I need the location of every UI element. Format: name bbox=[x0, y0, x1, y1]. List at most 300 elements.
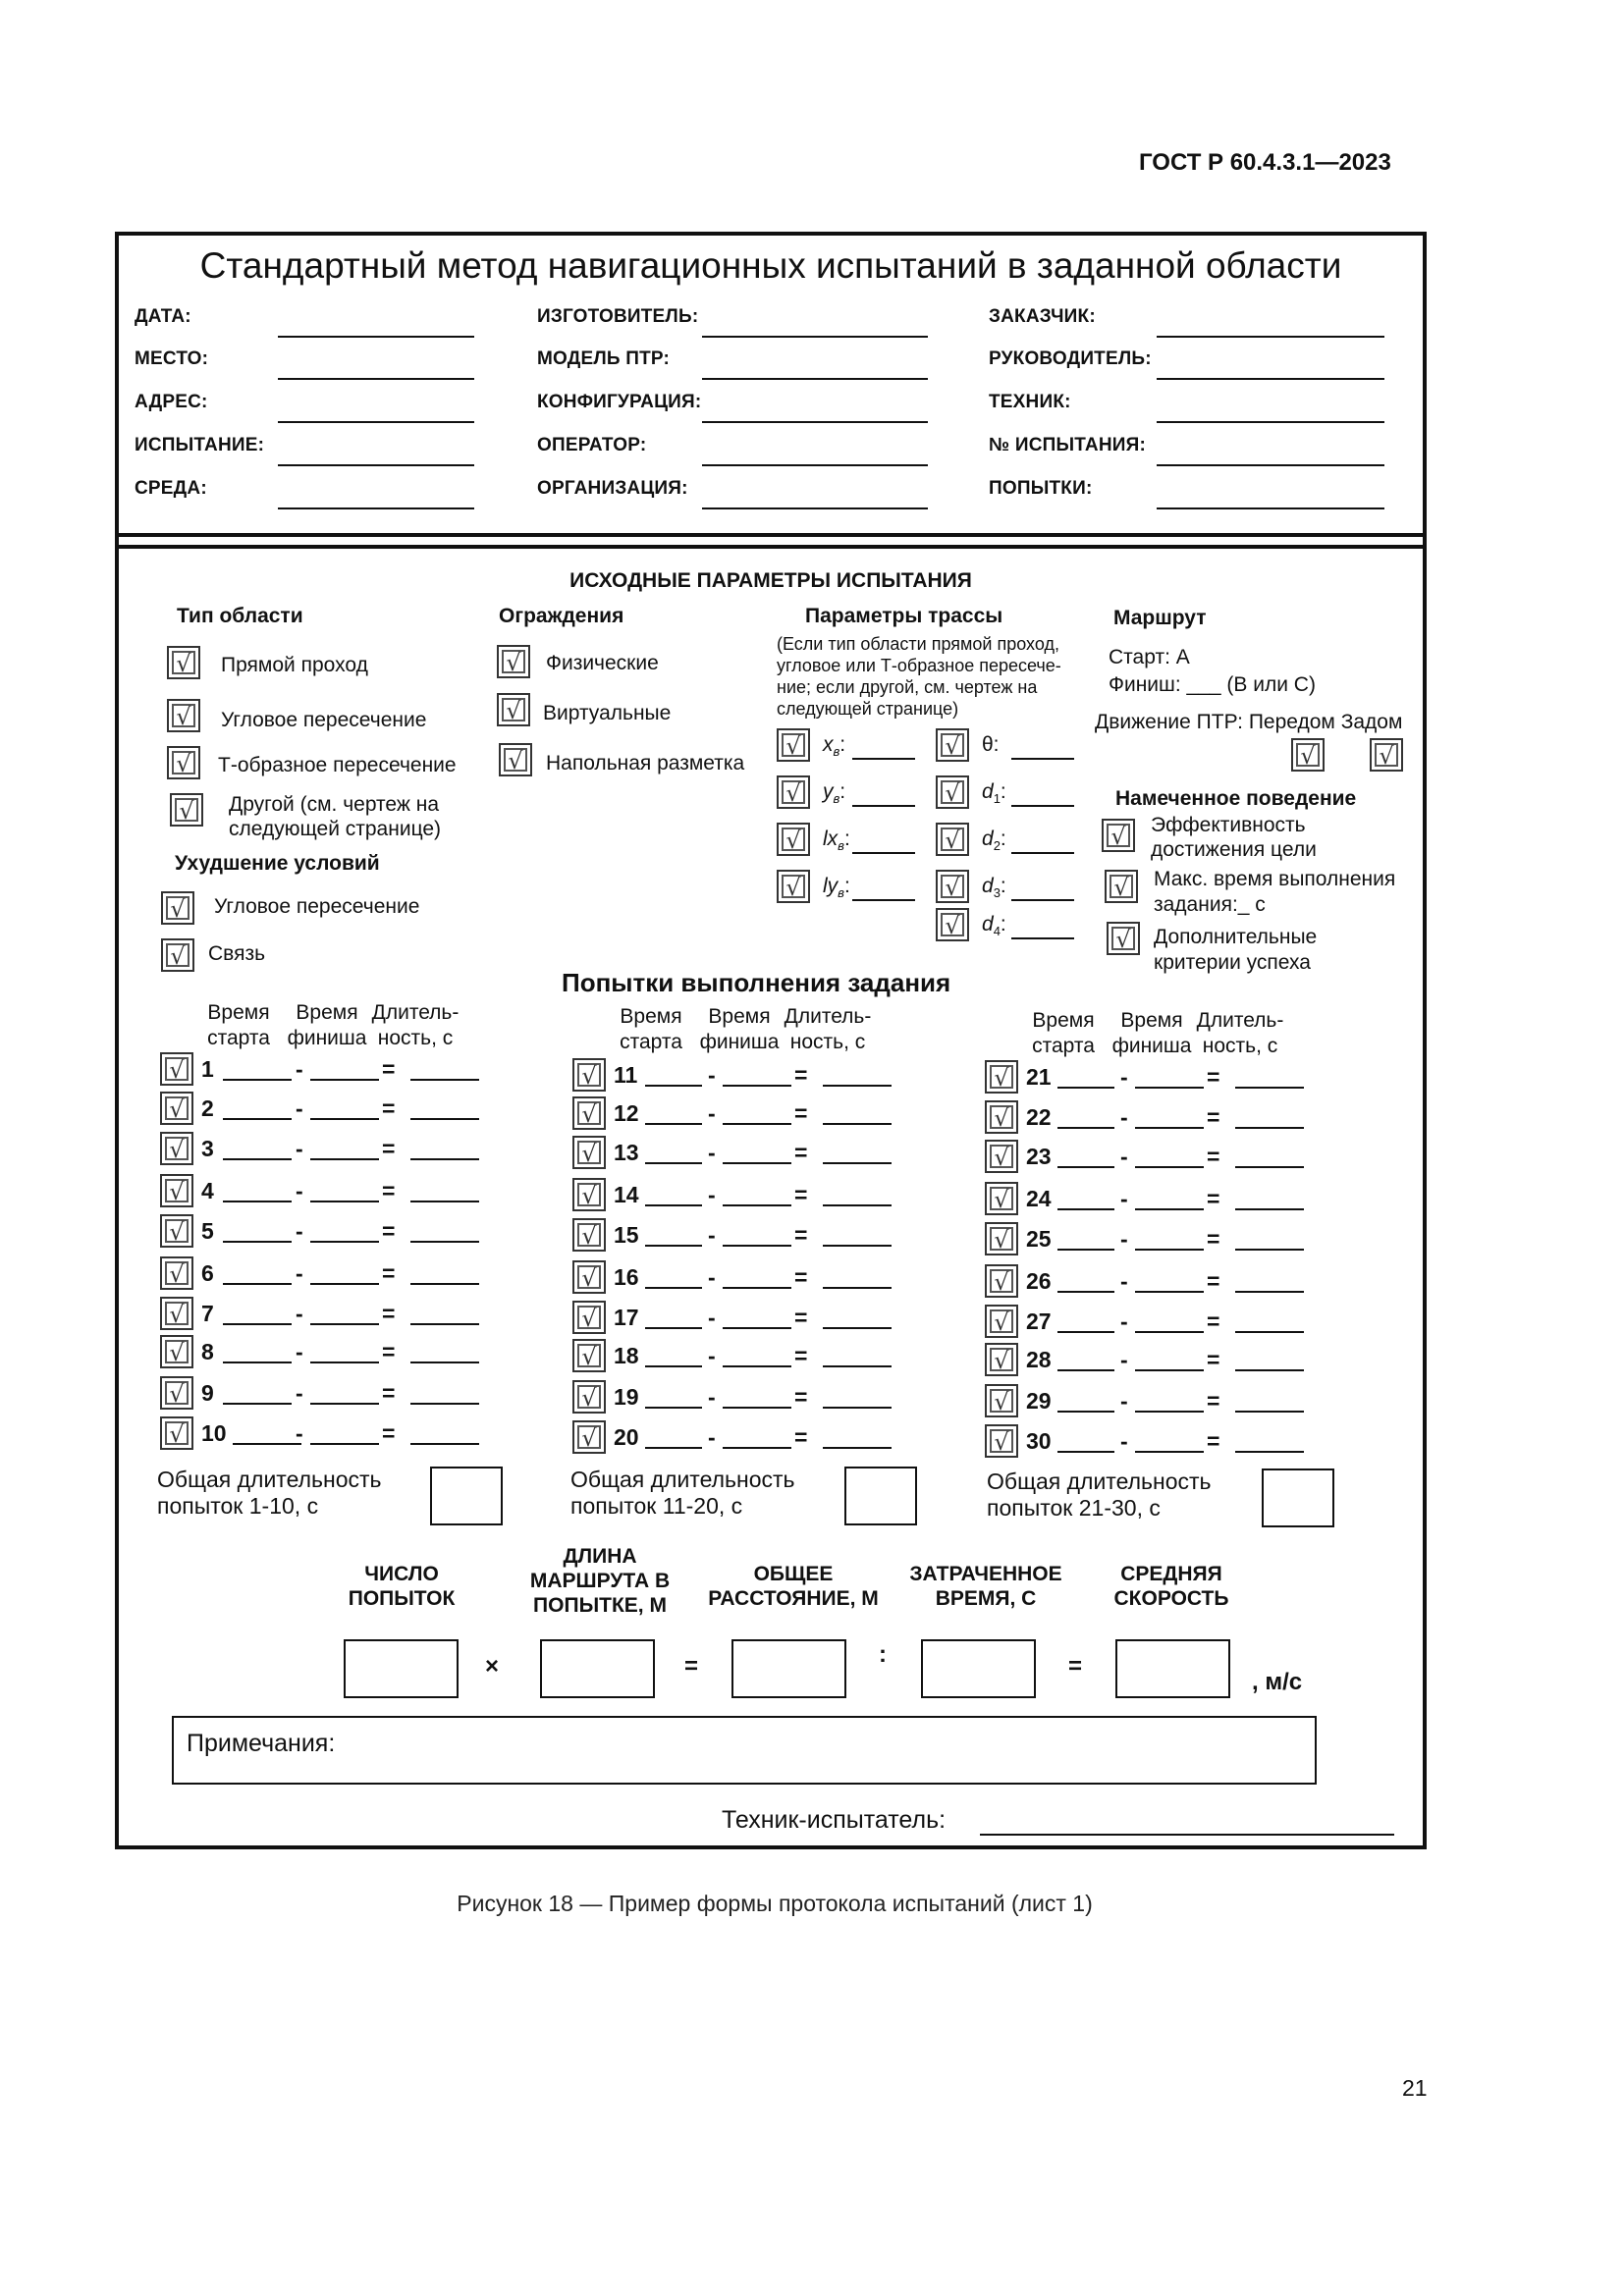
attempt-start-input-6[interactable] bbox=[223, 1283, 292, 1285]
area-t-checkbox[interactable]: √ bbox=[167, 746, 200, 779]
attempt-duration-input-21[interactable] bbox=[1235, 1087, 1304, 1089]
header-label-col2-1: МОДЕЛЬ ПТР: bbox=[537, 348, 671, 369]
barrier-floor-checkbox[interactable]: √ bbox=[499, 743, 532, 776]
attempt-start-input-30[interactable] bbox=[1057, 1451, 1114, 1453]
attempt-number-17: 17 bbox=[614, 1305, 639, 1330]
attempt-checkbox-14[interactable]: √ bbox=[572, 1178, 606, 1211]
attempt-start-input-21[interactable] bbox=[1057, 1087, 1114, 1089]
attempt-checkbox-26[interactable]: √ bbox=[985, 1264, 1018, 1298]
attempt-number-24: 24 bbox=[1026, 1186, 1052, 1211]
attempt-duration-input-6[interactable] bbox=[410, 1283, 479, 1285]
attempt-start-input-14[interactable] bbox=[645, 1204, 702, 1206]
attempt-eq-14: = bbox=[794, 1182, 808, 1207]
attempt-finish-input-12[interactable] bbox=[723, 1123, 791, 1125]
header-label-col3-0: ЗАКАЗЧИК: bbox=[989, 306, 1096, 327]
attempt-minus-25: - bbox=[1120, 1226, 1128, 1252]
attempt-eq-20: = bbox=[794, 1424, 808, 1450]
attempt-duration-input-14[interactable] bbox=[823, 1204, 892, 1206]
attempt-eq-9: = bbox=[382, 1380, 396, 1406]
attempt-start-input-3[interactable] bbox=[223, 1158, 292, 1160]
attempt-duration-input-29[interactable] bbox=[1235, 1411, 1304, 1413]
attempt-eq-6: = bbox=[382, 1260, 396, 1286]
attempt-eq-27: = bbox=[1207, 1308, 1220, 1334]
behavior-extra-label: Дополнительные bbox=[1154, 926, 1318, 948]
track-left-input-3[interactable] bbox=[852, 899, 915, 901]
attempt-duration-input-10[interactable] bbox=[410, 1443, 479, 1445]
attempt-eq-17: = bbox=[794, 1305, 808, 1330]
summary-box-1[interactable] bbox=[540, 1639, 655, 1698]
header-label-col1-3: ИСПЫТАНИЕ: bbox=[135, 435, 265, 455]
attempt-checkbox-17[interactable]: √ bbox=[572, 1301, 606, 1334]
track-right-input-3[interactable] bbox=[1011, 899, 1074, 901]
attempts-head-0-1-b: финиша bbox=[287, 1027, 367, 1049]
attempt-finish-input-11[interactable] bbox=[723, 1085, 791, 1087]
header-input-col3-4[interactable] bbox=[1157, 507, 1384, 509]
attempt-checkbox-29[interactable]: √ bbox=[985, 1384, 1018, 1417]
attempt-eq-7: = bbox=[382, 1301, 396, 1326]
summary-header-4-0: СРЕДНЯЯ bbox=[1120, 1563, 1222, 1585]
attempt-finish-input-20[interactable] bbox=[723, 1447, 791, 1449]
degr-link-checkbox[interactable]: √ bbox=[161, 938, 194, 972]
attempt-number-20: 20 bbox=[614, 1424, 639, 1450]
behavior-extra-checkbox[interactable]: √ bbox=[1107, 922, 1140, 955]
attempt-minus-23: - bbox=[1120, 1144, 1128, 1169]
attempt-checkbox-27[interactable]: √ bbox=[985, 1305, 1018, 1338]
attempt-checkbox-7[interactable]: √ bbox=[160, 1297, 193, 1330]
header-input-col1-1[interactable] bbox=[278, 378, 474, 380]
attempt-checkbox-18[interactable]: √ bbox=[572, 1339, 606, 1372]
header-input-col1-0[interactable] bbox=[278, 336, 474, 338]
attempt-checkbox-28[interactable]: √ bbox=[985, 1343, 1018, 1376]
attempt-eq-12: = bbox=[794, 1100, 808, 1126]
attempt-minus-8: - bbox=[296, 1339, 303, 1364]
attempts-head-1-1-b: финиша bbox=[699, 1031, 780, 1053]
attempt-start-input-28[interactable] bbox=[1057, 1369, 1114, 1371]
barrier-floor-label: Напольная разметка bbox=[546, 752, 745, 774]
track-right-label-0: θ: bbox=[982, 733, 1000, 756]
track-right-input-0[interactable] bbox=[1011, 758, 1074, 760]
behavior-maxtime-checkbox[interactable]: √ bbox=[1105, 870, 1138, 903]
attempt-finish-input-26[interactable] bbox=[1135, 1291, 1204, 1293]
summary-unit: , м/с bbox=[1252, 1669, 1303, 1695]
page-number: 21 bbox=[1402, 2075, 1428, 2101]
attempt-checkbox-23[interactable]: √ bbox=[985, 1140, 1018, 1173]
divider-line bbox=[115, 545, 1427, 549]
header-input-col1-4[interactable] bbox=[278, 507, 474, 509]
track-right-input-4[interactable] bbox=[1011, 937, 1074, 939]
attempt-finish-input-3[interactable] bbox=[310, 1158, 379, 1160]
track-note-3: ние; если другой, см. чертеж на bbox=[777, 677, 1038, 697]
attempt-finish-input-13[interactable] bbox=[723, 1162, 791, 1164]
attempt-minus-24: - bbox=[1120, 1186, 1128, 1211]
attempt-minus-15: - bbox=[708, 1222, 716, 1248]
total-label-0: Общая длительность bbox=[157, 1467, 382, 1492]
attempt-number-11: 11 bbox=[614, 1062, 638, 1088]
attempt-minus-21: - bbox=[1120, 1064, 1128, 1090]
behavior-goal-checkbox[interactable]: √ bbox=[1102, 819, 1135, 852]
attempt-finish-input-22[interactable] bbox=[1135, 1127, 1204, 1129]
attempt-number-23: 23 bbox=[1026, 1144, 1052, 1169]
track-right-label-1: $d_1$: bbox=[982, 780, 1006, 807]
attempt-duration-input-16[interactable] bbox=[823, 1287, 892, 1289]
track-title: Параметры трассы bbox=[805, 605, 1003, 627]
attempt-duration-input-8[interactable] bbox=[410, 1362, 479, 1363]
attempt-start-input-17[interactable] bbox=[645, 1327, 702, 1329]
track-right-input-2[interactable] bbox=[1011, 852, 1074, 854]
attempt-start-input-4[interactable] bbox=[223, 1201, 292, 1202]
track-left-input-0[interactable] bbox=[852, 758, 915, 760]
attempt-checkbox-9[interactable]: √ bbox=[160, 1376, 193, 1410]
attempts-head-0-2-b: ность, с bbox=[377, 1027, 454, 1049]
technician-label: Техник-испытатель: bbox=[722, 1806, 947, 1834]
attempt-duration-input-19[interactable] bbox=[823, 1407, 892, 1409]
form-title: Стандартный метод навигационных испытаний в заданной области bbox=[199, 245, 1342, 286]
attempt-start-input-26[interactable] bbox=[1057, 1291, 1114, 1293]
attempt-checkbox-13[interactable]: √ bbox=[572, 1136, 606, 1169]
attempt-finish-input-17[interactable] bbox=[723, 1327, 791, 1329]
track-right-checkbox-3[interactable]: √ bbox=[936, 870, 969, 903]
header-input-col2-1[interactable] bbox=[702, 378, 928, 380]
attempt-duration-input-25[interactable] bbox=[1235, 1249, 1304, 1251]
track-left-input-1[interactable] bbox=[852, 805, 915, 807]
header-input-col1-2[interactable] bbox=[278, 421, 474, 423]
attempt-eq-10: = bbox=[382, 1420, 396, 1446]
attempt-eq-8: = bbox=[382, 1339, 396, 1364]
attempt-checkbox-24[interactable]: √ bbox=[985, 1182, 1018, 1215]
attempt-duration-input-7[interactable] bbox=[410, 1323, 479, 1325]
attempt-duration-input-27[interactable] bbox=[1235, 1331, 1304, 1333]
summary-header-1-0: ДЛИНА bbox=[563, 1545, 637, 1568]
header-input-col3-1[interactable] bbox=[1157, 378, 1384, 380]
track-right-checkbox-2[interactable]: √ bbox=[936, 823, 969, 856]
summary-box-2[interactable] bbox=[731, 1639, 846, 1698]
total-box-2[interactable] bbox=[1262, 1468, 1334, 1527]
track-right-checkbox-1[interactable]: √ bbox=[936, 775, 969, 809]
attempt-finish-input-2[interactable] bbox=[310, 1118, 379, 1120]
attempt-duration-input-2[interactable] bbox=[410, 1118, 479, 1120]
summary-operator-1: = bbox=[684, 1653, 699, 1680]
attempt-eq-18: = bbox=[794, 1343, 808, 1368]
attempt-minus-13: - bbox=[708, 1140, 716, 1165]
attempt-duration-input-22[interactable] bbox=[1235, 1127, 1304, 1129]
attempts-head-1-2: Длитель- bbox=[784, 1005, 872, 1028]
attempt-start-input-29[interactable] bbox=[1057, 1411, 1114, 1413]
attempt-number-3: 3 bbox=[201, 1136, 214, 1161]
attempts-head-2-1-b: финиша bbox=[1111, 1035, 1192, 1057]
attempt-number-26: 26 bbox=[1026, 1268, 1052, 1294]
track-left-input-2[interactable] bbox=[852, 852, 915, 854]
degr-corner-checkbox[interactable]: √ bbox=[161, 891, 194, 925]
area-other-label: Другой (см. чертеж на bbox=[229, 793, 440, 816]
header-input-col2-4[interactable] bbox=[702, 507, 928, 509]
attempt-finish-input-9[interactable] bbox=[310, 1403, 379, 1405]
degradation-title: Ухудшение условий bbox=[175, 852, 380, 875]
attempt-finish-input-25[interactable] bbox=[1135, 1249, 1204, 1251]
summary-header-3-0: ЗАТРАЧЕННОЕ bbox=[909, 1563, 1062, 1585]
attempt-duration-input-30[interactable] bbox=[1235, 1451, 1304, 1453]
attempt-start-input-9[interactable] bbox=[223, 1403, 292, 1405]
track-left-label-0: $x_в$: bbox=[823, 733, 846, 760]
area-straight-checkbox[interactable]: √ bbox=[167, 646, 200, 679]
attempt-start-input-18[interactable] bbox=[645, 1365, 702, 1367]
attempt-finish-input-21[interactable] bbox=[1135, 1087, 1204, 1089]
attempt-finish-input-30[interactable] bbox=[1135, 1451, 1204, 1453]
notes-box[interactable] bbox=[172, 1716, 1317, 1785]
attempt-start-input-11[interactable] bbox=[645, 1085, 702, 1087]
attempt-minus-3: - bbox=[296, 1136, 303, 1161]
attempt-duration-input-24[interactable] bbox=[1235, 1208, 1304, 1210]
attempt-duration-input-11[interactable] bbox=[823, 1085, 892, 1087]
header-input-col1-3[interactable] bbox=[278, 464, 474, 466]
attempt-start-input-19[interactable] bbox=[645, 1407, 702, 1409]
attempt-start-input-24[interactable] bbox=[1057, 1208, 1114, 1210]
header-label-col1-2: АДРЕС: bbox=[135, 392, 208, 412]
track-left-checkbox-2[interactable]: √ bbox=[777, 823, 810, 856]
attempt-eq-15: = bbox=[794, 1222, 808, 1248]
attempt-start-input-10[interactable] bbox=[233, 1443, 301, 1445]
attempt-checkbox-2[interactable]: √ bbox=[160, 1092, 193, 1125]
attempt-duration-input-9[interactable] bbox=[410, 1403, 479, 1405]
attempt-minus-27: - bbox=[1120, 1308, 1128, 1334]
summary-box-4[interactable] bbox=[1115, 1639, 1230, 1698]
area-straight-label: Прямой проход bbox=[221, 654, 368, 676]
header-input-col3-0[interactable] bbox=[1157, 336, 1384, 338]
track-left-checkbox-0[interactable]: √ bbox=[777, 728, 810, 762]
attempts-head-0-0: Время bbox=[207, 1001, 270, 1024]
attempt-minus-22: - bbox=[1120, 1104, 1128, 1130]
attempt-duration-input-18[interactable] bbox=[823, 1365, 892, 1367]
attempt-duration-input-4[interactable] bbox=[410, 1201, 479, 1202]
attempt-finish-input-19[interactable] bbox=[723, 1407, 791, 1409]
header-input-col2-0[interactable] bbox=[702, 336, 928, 338]
attempt-eq-26: = bbox=[1207, 1268, 1220, 1294]
attempt-eq-4: = bbox=[382, 1178, 396, 1203]
attempt-checkbox-12[interactable]: √ bbox=[572, 1096, 606, 1130]
header-input-col2-3[interactable] bbox=[702, 464, 928, 466]
attempt-start-input-23[interactable] bbox=[1057, 1166, 1114, 1168]
attempt-number-22: 22 bbox=[1026, 1104, 1052, 1130]
attempt-duration-input-28[interactable] bbox=[1235, 1369, 1304, 1371]
attempt-duration-input-13[interactable] bbox=[823, 1162, 892, 1164]
area-other-checkbox[interactable]: √ bbox=[170, 793, 203, 827]
motion-backward-checkbox[interactable]: √ bbox=[1370, 738, 1403, 772]
attempts-head-0-0-b: старта bbox=[207, 1027, 270, 1049]
attempt-checkbox-5[interactable]: √ bbox=[160, 1214, 193, 1248]
track-right-input-1[interactable] bbox=[1011, 805, 1074, 807]
attempt-finish-input-1[interactable] bbox=[310, 1079, 379, 1081]
attempt-start-input-27[interactable] bbox=[1057, 1331, 1114, 1333]
behavior-extra-label-2: критерии успеха bbox=[1154, 951, 1311, 974]
attempt-finish-input-29[interactable] bbox=[1135, 1411, 1204, 1413]
attempt-finish-input-28[interactable] bbox=[1135, 1369, 1204, 1371]
attempt-minus-17: - bbox=[708, 1305, 716, 1330]
total-label-2-b: попыток 21-30, с bbox=[987, 1495, 1161, 1521]
track-note-2: угловое или Т-образное пересече- bbox=[777, 656, 1061, 675]
header-label-col1-0: ДАТА: bbox=[135, 306, 191, 327]
attempt-number-4: 4 bbox=[201, 1178, 214, 1203]
attempt-eq-29: = bbox=[1207, 1388, 1220, 1414]
attempt-number-14: 14 bbox=[614, 1182, 639, 1207]
attempt-start-input-12[interactable] bbox=[645, 1123, 702, 1125]
attempt-finish-input-7[interactable] bbox=[310, 1323, 379, 1325]
attempt-start-input-2[interactable] bbox=[223, 1118, 292, 1120]
attempt-finish-input-10[interactable] bbox=[310, 1443, 379, 1445]
attempt-number-30: 30 bbox=[1026, 1428, 1052, 1454]
attempt-start-input-5[interactable] bbox=[223, 1241, 292, 1243]
attempt-duration-input-1[interactable] bbox=[410, 1079, 479, 1081]
total-label-0-b: попыток 1-10, с bbox=[157, 1493, 319, 1519]
attempt-finish-input-24[interactable] bbox=[1135, 1208, 1204, 1210]
attempt-duration-input-26[interactable] bbox=[1235, 1291, 1304, 1293]
summary-header-4-1: СКОРОСТЬ bbox=[1113, 1587, 1229, 1610]
attempt-minus-10: - bbox=[296, 1420, 303, 1446]
attempt-eq-30: = bbox=[1207, 1428, 1220, 1454]
barrier-physical-checkbox[interactable]: √ bbox=[497, 645, 530, 678]
attempt-checkbox-21[interactable]: √ bbox=[985, 1060, 1018, 1094]
attempt-checkbox-4[interactable]: √ bbox=[160, 1174, 193, 1207]
attempt-checkbox-3[interactable]: √ bbox=[160, 1132, 193, 1165]
attempt-checkbox-6[interactable]: √ bbox=[160, 1256, 193, 1290]
attempt-duration-input-3[interactable] bbox=[410, 1158, 479, 1160]
attempt-eq-24: = bbox=[1207, 1186, 1220, 1211]
header-label-col3-4: ПОПЫТКИ: bbox=[989, 478, 1093, 499]
attempts-title: Попытки выполнения задания bbox=[562, 968, 951, 997]
attempts-head-1-2-b: ность, с bbox=[789, 1031, 866, 1053]
barrier-virtual-checkbox[interactable]: √ bbox=[497, 693, 530, 726]
attempts-head-2-0-b: старта bbox=[1032, 1035, 1095, 1057]
attempt-checkbox-15[interactable]: √ bbox=[572, 1218, 606, 1252]
attempt-checkbox-1[interactable]: √ bbox=[160, 1052, 193, 1086]
attempt-eq-21: = bbox=[1207, 1064, 1220, 1090]
attempt-start-input-25[interactable] bbox=[1057, 1249, 1114, 1251]
technician-signature-line[interactable] bbox=[980, 1834, 1394, 1836]
barrier-physical-label: Физические bbox=[546, 652, 659, 674]
summary-header-0-0: ЧИСЛО bbox=[364, 1563, 439, 1585]
attempt-number-25: 25 bbox=[1026, 1226, 1052, 1252]
summary-header-1-2: ПОПЫТКЕ, М bbox=[533, 1594, 667, 1617]
header-input-col3-3[interactable] bbox=[1157, 464, 1384, 466]
attempt-minus-1: - bbox=[296, 1056, 303, 1082]
attempt-start-input-7[interactable] bbox=[223, 1323, 292, 1325]
header-input-col3-2[interactable] bbox=[1157, 421, 1384, 423]
attempt-finish-input-16[interactable] bbox=[723, 1287, 791, 1289]
attempt-finish-input-14[interactable] bbox=[723, 1204, 791, 1206]
attempt-eq-28: = bbox=[1207, 1347, 1220, 1372]
attempt-checkbox-16[interactable]: √ bbox=[572, 1260, 606, 1294]
attempts-head-2-0: Время bbox=[1032, 1009, 1095, 1032]
track-right-label-2: $d_2$: bbox=[982, 828, 1006, 854]
attempt-eq-16: = bbox=[794, 1264, 808, 1290]
attempt-duration-input-15[interactable] bbox=[823, 1245, 892, 1247]
attempt-finish-input-18[interactable] bbox=[723, 1365, 791, 1367]
track-left-label-2: $lx_в$: bbox=[823, 828, 850, 854]
total-label-1: Общая длительность bbox=[570, 1467, 795, 1492]
attempts-head-1-0: Время bbox=[620, 1005, 682, 1028]
attempt-number-9: 9 bbox=[201, 1380, 214, 1406]
track-left-checkbox-1[interactable]: √ bbox=[777, 775, 810, 809]
summary-header-1-1: МАРШРУТА В bbox=[529, 1570, 671, 1592]
attempt-number-6: 6 bbox=[201, 1260, 214, 1286]
summary-box-0[interactable] bbox=[344, 1639, 459, 1698]
attempt-checkbox-25[interactable]: √ bbox=[985, 1222, 1018, 1255]
attempt-finish-input-4[interactable] bbox=[310, 1201, 379, 1202]
summary-box-3[interactable] bbox=[921, 1639, 1036, 1698]
attempts-head-2-2-b: ность, с bbox=[1202, 1035, 1278, 1057]
attempt-checkbox-20[interactable]: √ bbox=[572, 1420, 606, 1454]
attempt-checkbox-19[interactable]: √ bbox=[572, 1380, 606, 1414]
attempt-start-input-1[interactable] bbox=[223, 1079, 292, 1081]
track-left-checkbox-3[interactable]: √ bbox=[777, 870, 810, 903]
attempt-checkbox-30[interactable]: √ bbox=[985, 1424, 1018, 1458]
header-input-col2-2[interactable] bbox=[702, 421, 928, 423]
attempt-number-27: 27 bbox=[1026, 1308, 1052, 1334]
attempt-minus-16: - bbox=[708, 1264, 716, 1290]
attempt-number-19: 19 bbox=[614, 1384, 639, 1410]
attempt-start-input-13[interactable] bbox=[645, 1162, 702, 1164]
motion-forward-checkbox[interactable]: √ bbox=[1291, 738, 1325, 772]
behavior-maxtime-label: Макс. время выполнения bbox=[1154, 868, 1396, 890]
track-right-checkbox-4[interactable]: √ bbox=[936, 908, 969, 941]
header-label-col2-0: ИЗГОТОВИТЕЛЬ: bbox=[537, 306, 699, 327]
total-box-0[interactable] bbox=[430, 1467, 503, 1525]
attempt-duration-input-5[interactable] bbox=[410, 1241, 479, 1243]
total-box-1[interactable] bbox=[844, 1467, 917, 1525]
attempt-checkbox-8[interactable]: √ bbox=[160, 1335, 193, 1368]
degr-corner-label: Угловое пересечение bbox=[214, 895, 420, 918]
attempt-minus-19: - bbox=[708, 1384, 716, 1410]
attempt-start-input-15[interactable] bbox=[645, 1245, 702, 1247]
attempt-checkbox-22[interactable]: √ bbox=[985, 1100, 1018, 1134]
attempt-duration-input-20[interactable] bbox=[823, 1447, 892, 1449]
attempt-finish-input-15[interactable] bbox=[723, 1245, 791, 1247]
summary-header-2-0: ОБЩЕЕ bbox=[753, 1563, 834, 1585]
attempt-duration-input-23[interactable] bbox=[1235, 1166, 1304, 1168]
attempt-minus-4: - bbox=[296, 1178, 303, 1203]
attempt-duration-input-12[interactable] bbox=[823, 1123, 892, 1125]
attempt-eq-25: = bbox=[1207, 1226, 1220, 1252]
attempt-eq-1: = bbox=[382, 1056, 396, 1082]
attempt-checkbox-11[interactable]: √ bbox=[572, 1058, 606, 1092]
attempt-start-input-22[interactable] bbox=[1057, 1127, 1114, 1129]
route-finish: Финиш: ___ (B или C) bbox=[1109, 673, 1316, 696]
attempt-duration-input-17[interactable] bbox=[823, 1327, 892, 1329]
attempt-checkbox-10[interactable]: √ bbox=[160, 1416, 193, 1450]
attempt-eq-11: = bbox=[794, 1062, 808, 1088]
notes-label: Примечания: bbox=[187, 1730, 336, 1757]
attempt-finish-input-23[interactable] bbox=[1135, 1166, 1204, 1168]
attempt-number-16: 16 bbox=[614, 1264, 639, 1290]
header-label-col3-3: № ИСПЫТАНИЯ: bbox=[989, 435, 1146, 455]
attempt-finish-input-6[interactable] bbox=[310, 1283, 379, 1285]
attempt-finish-input-27[interactable] bbox=[1135, 1331, 1204, 1333]
route-start: Старт: A bbox=[1109, 646, 1190, 668]
attempt-minus-18: - bbox=[708, 1343, 716, 1368]
attempt-start-input-8[interactable] bbox=[223, 1362, 292, 1363]
track-right-checkbox-0[interactable]: √ bbox=[936, 728, 969, 762]
attempt-start-input-16[interactable] bbox=[645, 1287, 702, 1289]
attempt-start-input-20[interactable] bbox=[645, 1447, 702, 1449]
area-corner-label: Угловое пересечение bbox=[221, 709, 427, 731]
params-title: ИСХОДНЫЕ ПАРАМЕТРЫ ИСПЫТАНИЯ bbox=[569, 569, 972, 592]
header-label-col3-1: РУКОВОДИТЕЛЬ: bbox=[989, 348, 1152, 369]
area-corner-checkbox[interactable]: √ bbox=[167, 699, 200, 732]
track-left-label-1: $y_в$: bbox=[823, 780, 846, 807]
attempt-number-13: 13 bbox=[614, 1140, 639, 1165]
attempt-eq-13: = bbox=[794, 1140, 808, 1165]
attempt-finish-input-8[interactable] bbox=[310, 1362, 379, 1363]
attempt-finish-input-5[interactable] bbox=[310, 1241, 379, 1243]
track-left-label-3: $ly_в$: bbox=[823, 875, 850, 901]
